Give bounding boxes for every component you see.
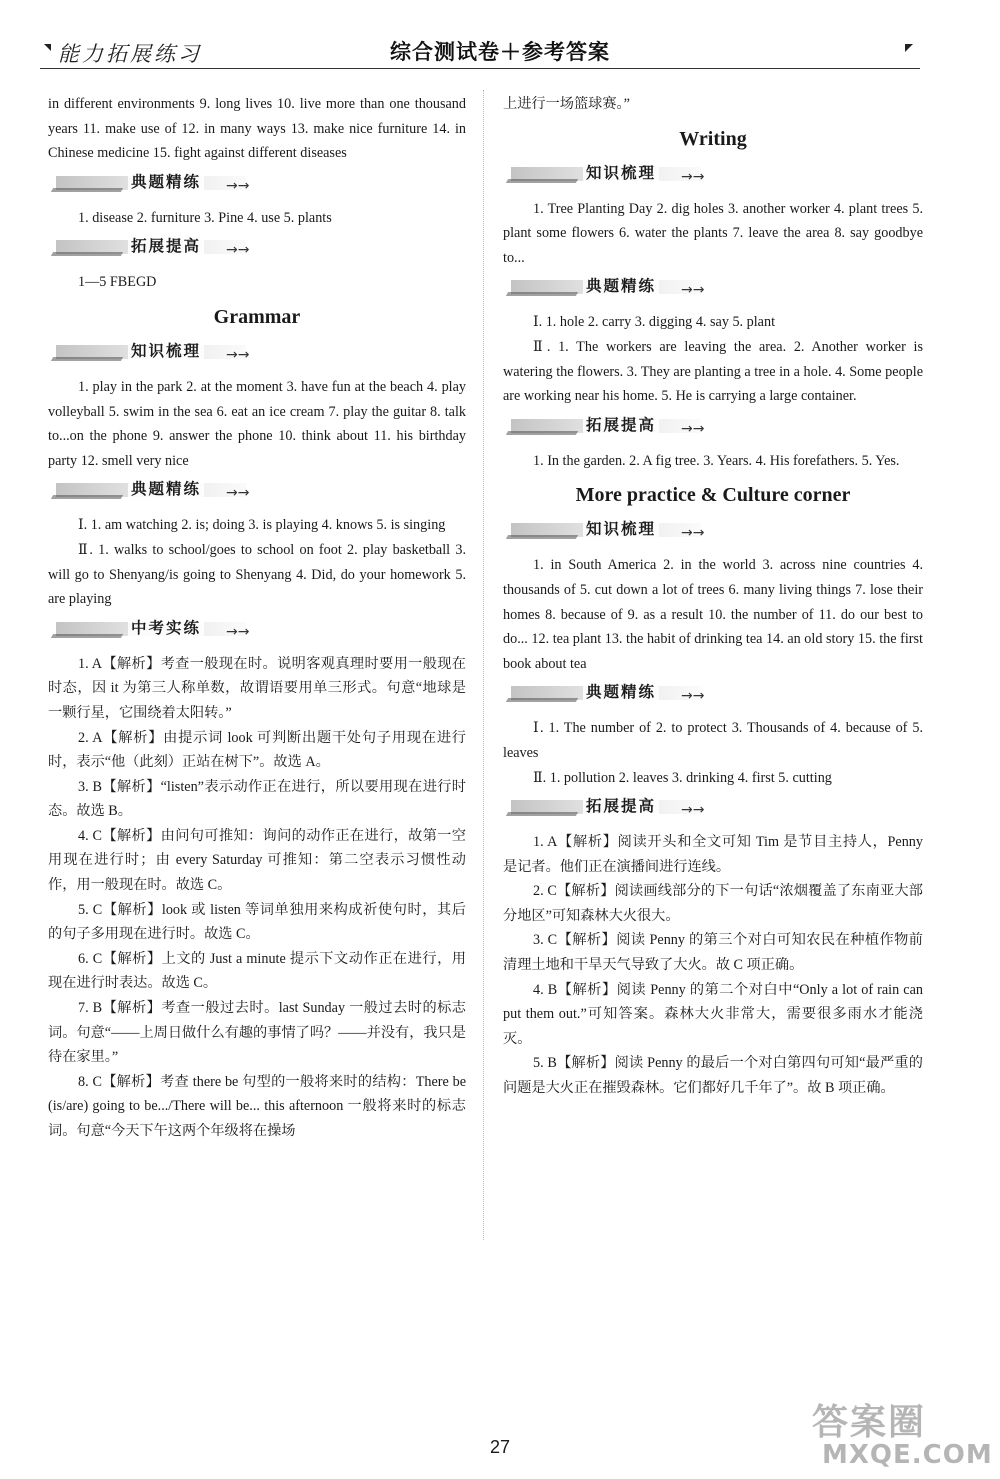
explanation-item: 7. B【解析】考查一般过去时。last Sunday 一般过去时的标志词。句意“——上周日做什么有趣的事情了吗？——并没有，我只是待在家里。” bbox=[48, 1000, 466, 1066]
heading-label: 拓展提高 bbox=[583, 794, 659, 819]
heading-stripe bbox=[51, 357, 123, 361]
explanation-item: 6. C【解析】上文的 Just a minute 提示下文动作正在进行，用现在进行时表达。故选 C。 bbox=[48, 950, 466, 992]
explanation-item: 2. A【解析】由提示词 look 可判断出题干处句子用现在进行时，表示“他（此刻）正站在树下”。故选 A。 bbox=[48, 729, 466, 771]
section-heading bbox=[48, 232, 466, 264]
answer-paragraph: 1. In the garden. 2. A fig tree. 3. Years. 4. His forefathers. 5. Yes. bbox=[533, 452, 900, 469]
left-column bbox=[48, 92, 466, 1144]
heading-label: 典题精练 bbox=[583, 680, 659, 705]
section-heading bbox=[503, 678, 923, 710]
heading-stripe bbox=[51, 634, 123, 638]
header-right-triangle-icon bbox=[905, 44, 913, 52]
section-heading bbox=[503, 411, 923, 443]
explanation-item: 3. B【解析】“listen”表示动作正在进行，所以要用现在进行时态。故选 B。 bbox=[48, 778, 466, 820]
section-heading bbox=[503, 159, 923, 191]
double-arrow-icon: →→ bbox=[681, 420, 705, 437]
section-heading bbox=[48, 614, 466, 646]
heading-label: 中考实练 bbox=[128, 616, 204, 641]
heading-stripe bbox=[51, 252, 123, 256]
explanation-item: 4. C【解析】由问句可推知：询问的动作正在进行，故第一空用现在进行时；由 every Saturday 可推知：第二空表示习惯性动作，用一般现在时。故选 C。 bbox=[48, 827, 466, 894]
section-heading bbox=[503, 792, 923, 824]
heading-stripe bbox=[506, 698, 578, 702]
watermark-logo-text: 答案圈 bbox=[812, 1402, 927, 1443]
section-heading bbox=[48, 475, 466, 507]
heading-label: 典题精练 bbox=[128, 477, 204, 502]
answer-paragraph: Ⅰ. 1. am watching 2. is; doing 3. is playing 4. knows 5. is singing bbox=[78, 517, 446, 534]
double-arrow-icon: →→ bbox=[681, 688, 705, 705]
header-left-title: 能力拓展练习 bbox=[58, 42, 202, 66]
heading-stripe bbox=[506, 812, 578, 816]
explanation-item: 3. C【解析】阅读 Penny 的第三个对白可知农民在种植作物前清理土地和干旱天气导致了大火。故 C 项正确。 bbox=[503, 932, 923, 974]
explanation-item: 1. A【解析】考查一般现在时。说明客观真理时要用一般现在时态，因 it 为第三人称单数，故谓语要用单三形式。句意“地球是一颗行星，它围绕着太阳转。” bbox=[48, 655, 466, 721]
heading-stripe bbox=[506, 535, 578, 539]
more-practice-title: More practice & Culture corner bbox=[575, 484, 851, 507]
column-divider bbox=[483, 90, 484, 1240]
grammar-title: Grammar bbox=[213, 305, 301, 328]
heading-label: 知识梳理 bbox=[128, 339, 204, 364]
heading-label: 典题精练 bbox=[583, 274, 659, 299]
section-heading bbox=[503, 515, 923, 547]
double-arrow-icon: →→ bbox=[681, 802, 705, 819]
header-center-title: 综合测试卷＋参考答案 bbox=[390, 40, 610, 64]
answer-paragraph: Ⅰ. 1. The number of 2. to protect 3. Thousands of 4. because of 5. leaves bbox=[503, 720, 923, 761]
explanation-item: 2. C【解析】阅读画线部分的下一句话“浓烟覆盖了东南亚大部分地区”可知森林大火很大。 bbox=[503, 883, 923, 924]
page-number: 27 bbox=[489, 1437, 511, 1457]
double-arrow-icon: →→ bbox=[226, 485, 250, 502]
heading-label: 知识梳理 bbox=[583, 517, 659, 542]
section-heading bbox=[48, 337, 466, 369]
heading-label: 拓展提高 bbox=[583, 413, 659, 438]
continued-text: 上进行一场篮球赛。” bbox=[503, 96, 630, 112]
explanation-item: 5. B【解析】阅读 Penny 的最后一个对白第四句可知“最严重的问题是大火正在摧毁森林。它们都好几千年了”。故 B 项正确。 bbox=[503, 1055, 923, 1097]
answer-paragraph: Ⅱ. 1. walks to school/goes to school on foot 2. play basketball 3. will go to Shenyang/is going to Shenyang 4. Did, do your homework 5. are playing bbox=[48, 541, 466, 608]
double-arrow-icon: →→ bbox=[226, 177, 250, 194]
double-arrow-icon: →→ bbox=[681, 525, 705, 542]
heading-stripe bbox=[506, 292, 578, 296]
answer-paragraph: Ⅱ. 1. pollution 2. leaves 3. drinking 4. first 5. cutting bbox=[533, 769, 832, 786]
explanation-item: 5. C【解析】look 或 listen 等词单独用来构成祈使句时，其后的句子多用现在进行时。故选 C。 bbox=[48, 901, 466, 943]
answer-line: 1. disease 2. furniture 3. Pine 4. use 5. plants bbox=[78, 209, 332, 226]
double-arrow-icon: →→ bbox=[681, 282, 705, 299]
answer-paragraph: 1. play in the park 2. at the moment 3. have fun at the beach 4. play volleyball 5. swim in the sea 6. eat an ice cream 7. play the guitar 8. talk to...on the phone 9. answer the phone 10. think about 11. his birthday party 12. smell very nice bbox=[48, 378, 466, 469]
heading-stripe bbox=[506, 179, 578, 183]
writing-title: Writing bbox=[679, 127, 747, 150]
explanation-item: 1. A【解析】阅读开头和全文可知 Tim 是节目主持人，Penny 是记者。他们正在演播间进行连线。 bbox=[503, 834, 923, 875]
left-intro: in different environments 9. long lives 10. live more than one thousand years 11. make use of 12. in many ways 13. make nice furniture 14. in Chinese medicine 15. fight against different diseases bbox=[48, 96, 466, 162]
watermark-domain: MXQE.COM bbox=[822, 1440, 993, 1470]
double-arrow-icon: →→ bbox=[681, 168, 705, 185]
explanation-item: 4. B【解析】阅读 Penny 的第二个对白中“Only a lot of rain can put them out.”可知答案。森林大火非常大，需要很多雨水才能浇灭。 bbox=[503, 981, 923, 1047]
double-arrow-icon: →→ bbox=[226, 623, 250, 640]
right-column bbox=[503, 92, 923, 1101]
section-heading bbox=[48, 168, 466, 200]
site-watermark bbox=[802, 1394, 992, 1474]
explanation-item: 8. C【解析】考查 there be 句型的一般将来时的结构：There be (is/are) going to be.../There will be... this afternoon 一般将来时的标志词。句意“今天下午这两个年级将在操场 bbox=[48, 1073, 466, 1139]
answer-line: 1—5 FBEGD bbox=[78, 274, 157, 291]
heading-stripe bbox=[506, 431, 578, 435]
section-heading bbox=[503, 272, 923, 304]
heading-label: 拓展提高 bbox=[128, 234, 204, 259]
answer-paragraph: Ⅰ. 1. hole 2. carry 3. digging 4. say 5. plant bbox=[533, 314, 776, 331]
double-arrow-icon: →→ bbox=[226, 242, 250, 259]
answer-paragraph: 1. in South America 2. in the world 3. across nine countries 4. thousands of 5. cut down a lot of trees 6. many living things 7. lose their homes 8. because of 9. as a result 10. the number of 11. do our best to do... 12. tea plant 13. the habit of drinking tea 14. an old story 15. the first book about tea bbox=[503, 557, 923, 672]
answer-paragraph: Ⅱ. 1. The workers are leaving the area. 2. Another worker is watering the flowers. 3. They are planting a tree in a hole. 4. Some people are working near his home. 5. He is carrying a large container. bbox=[503, 338, 923, 405]
header-rule bbox=[40, 68, 920, 69]
page-header bbox=[0, 0, 1000, 75]
heading-label: 典题精练 bbox=[128, 170, 204, 195]
answer-paragraph: 1. Tree Planting Day 2. dig holes 3. another worker 4. plant trees 5. plant some flowers 6. water the plants 7. leave the area 8. say goodbye to... bbox=[503, 200, 923, 266]
heading-stripe bbox=[51, 188, 123, 192]
heading-stripe bbox=[51, 495, 123, 499]
heading-label: 知识梳理 bbox=[583, 161, 659, 186]
double-arrow-icon: →→ bbox=[226, 346, 250, 363]
